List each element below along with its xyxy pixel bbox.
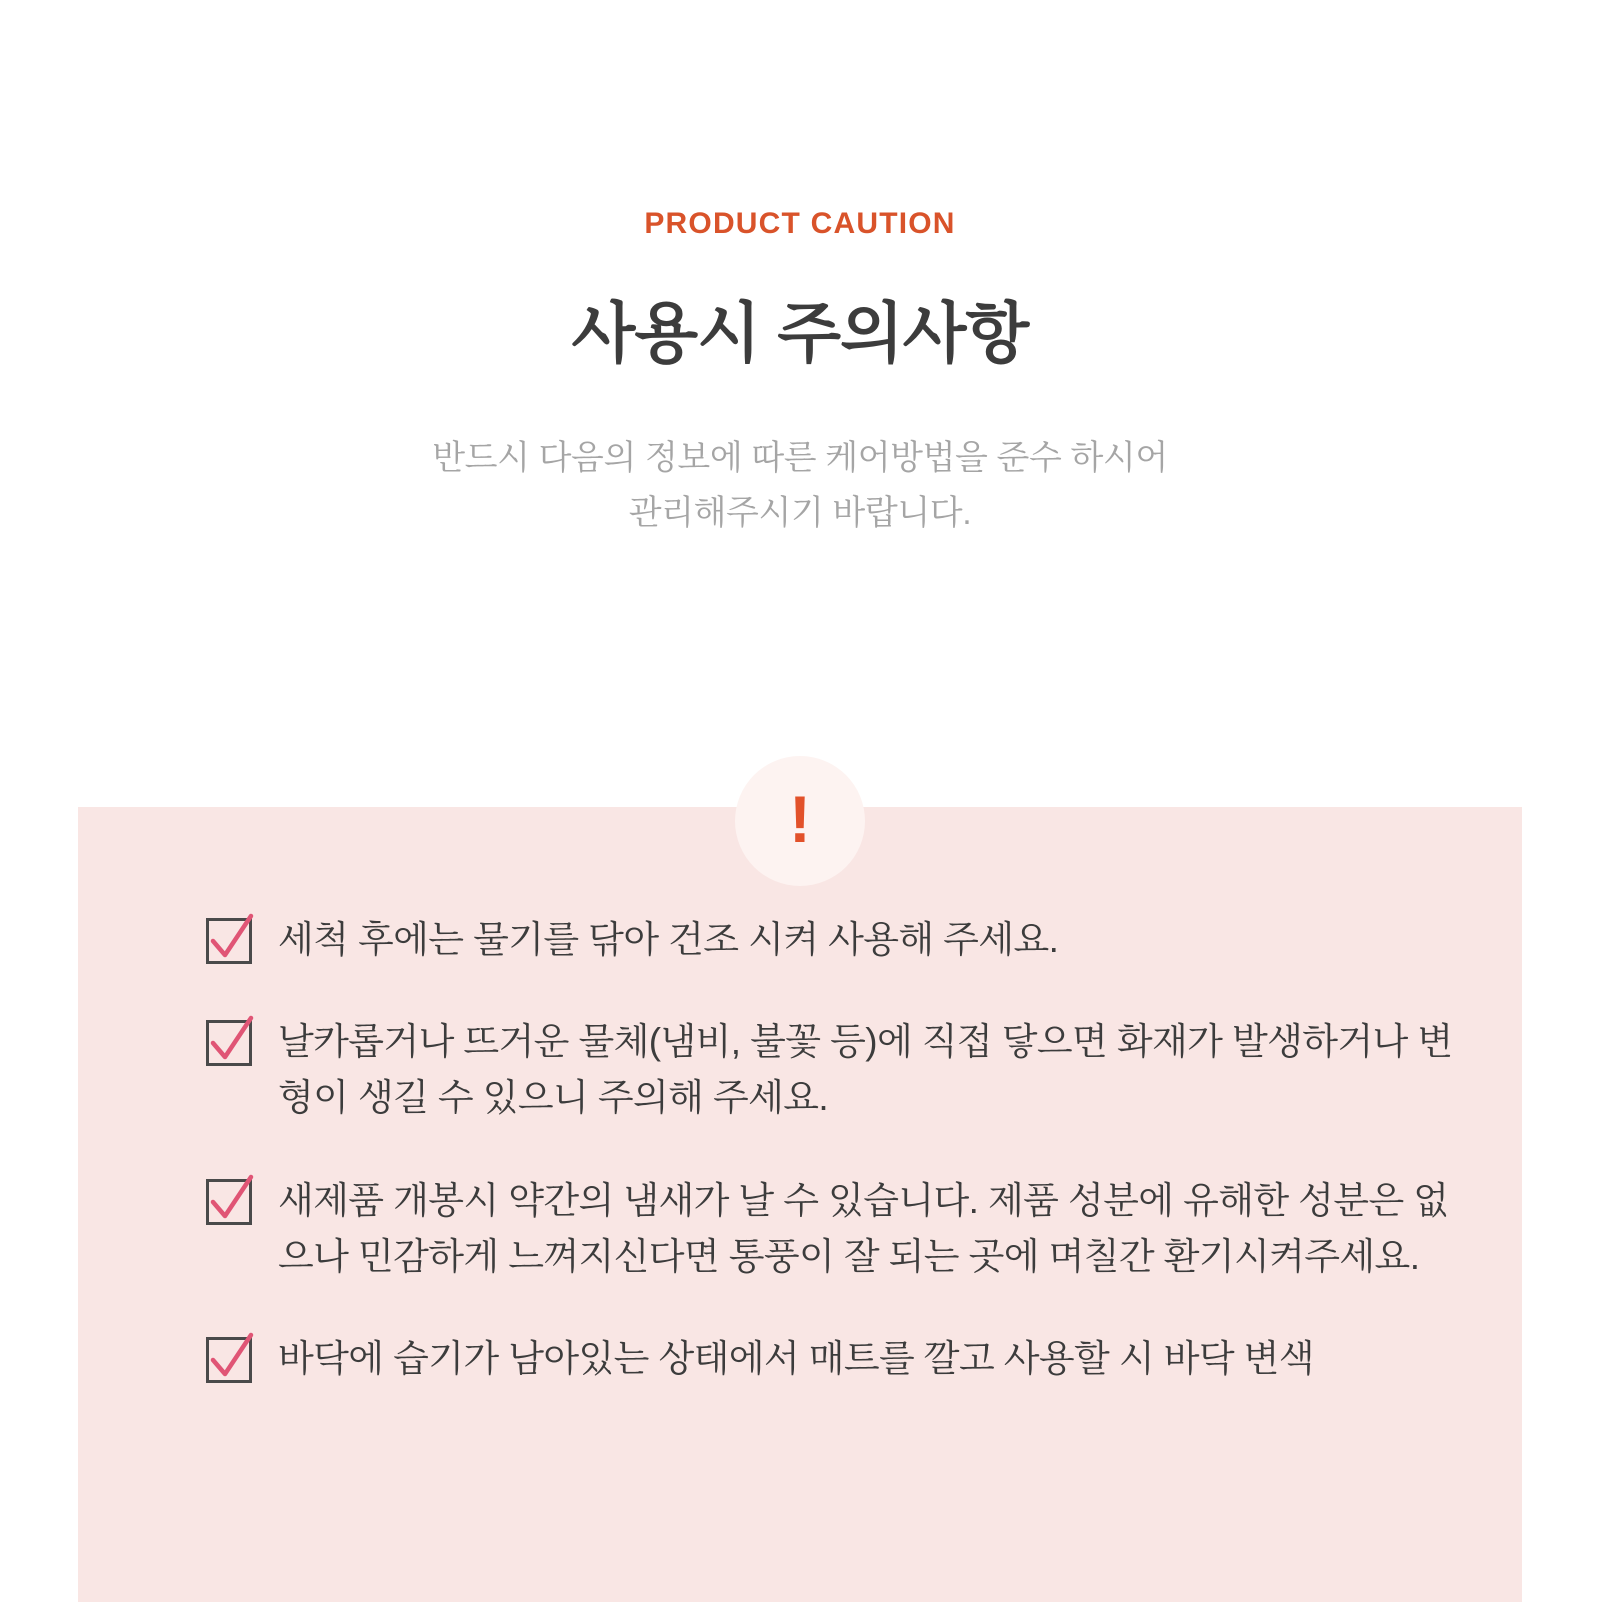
section-subcopy <box>0 431 1600 541</box>
caution-panel-wrapper <box>0 782 1600 1602</box>
checkmark-icon <box>206 1179 252 1225</box>
checkmark-icon <box>206 1337 252 1383</box>
page-title: 사용시 주의사항 <box>571 296 1029 370</box>
list-item-text: 세척 후에는 물기를 닦아 건조 시켜 사용해 주세요. <box>278 919 1059 960</box>
list-item-text: 바닥에 습기가 남아있는 상태에서 매트를 깔고 사용할 시 바닥 변색 <box>278 1338 1314 1380</box>
list-item <box>206 1331 1462 1387</box>
list-item-text: 날카롭거나 뜨거운 물체(냄비, 불꽃 등)에 직접 닿으면 화재가 발생하거나 변형이 생길 수 있으니 주의해 주세요. <box>278 1021 1453 1119</box>
subcopy-line-2: 관리해주시기 바랍니다. <box>628 494 972 533</box>
section-eyebrow: PRODUCT CAUTION <box>644 207 956 240</box>
caution-header <box>0 0 1600 541</box>
list-item <box>206 912 1462 968</box>
checkmark-icon <box>206 918 252 964</box>
caution-panel <box>78 782 1522 1602</box>
list-item <box>206 1014 1462 1126</box>
list-item-text: 새제품 개봉시 약간의 냄새가 날 수 있습니다. 제품 성분에 유해한 성분은 없으나 민감하게 느껴지신다면 통풍이 잘 되는 곳에 며칠간 환기시켜주세요. <box>278 1179 1449 1277</box>
caution-list <box>78 912 1522 1433</box>
exclamation-icon <box>735 756 865 886</box>
exclamation-glyph: ! <box>789 782 811 856</box>
subcopy-line-1: 반드시 다음의 정보에 따른 케어방법을 준수 하시어 <box>432 439 1168 478</box>
list-item <box>206 1173 1462 1285</box>
checkmark-icon <box>206 1020 252 1066</box>
